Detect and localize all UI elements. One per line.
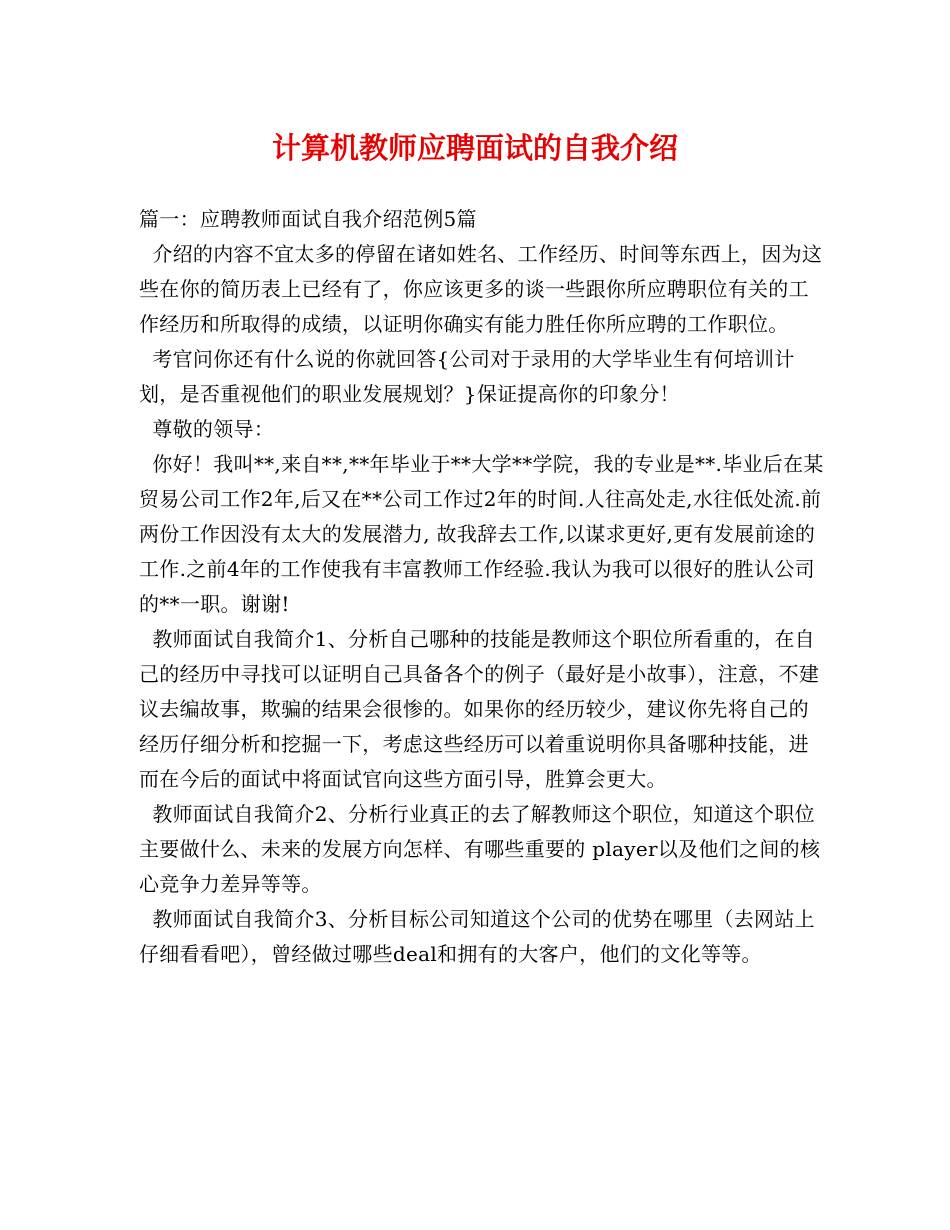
paragraph: 教师面试自我简介3、分析目标公司知道这个公司的优势在哪里（去网站上仔细看看吧），曾经做过哪些deal和拥有的大客户，他们的文化等等。 — [139, 907, 815, 966]
paragraph: 考官问你还有什么说的你就回答{公司对于录用的大学毕业生有何培训计划，是否重视他们的职业发展规划？}保证提高你的印象分！ — [139, 347, 795, 406]
document-title: 计算机教师应聘面试的自我介绍 — [271, 131, 678, 165]
paragraph: 介绍的内容不宜太多的停留在诸如姓名、工作经历、时间等东西上，因为这些在你的简历表上已经有了，你应该更多的谈一些跟你所应聘职位有关的工作经历和所取得的成绩，以证明你确实有能力胜任你所应聘的工作职位。 — [139, 242, 823, 336]
paragraph: 教师面试自我简介2、分析行业真正的去了解教师这个职位，知道这个职位主要做什么、未来的发展方向怎样、有哪些重要的 player以及他们之间的核心竞争力差异等等。 — [139, 802, 821, 896]
salutation: 尊敬的领导： — [139, 417, 275, 441]
document-body — [139, 202, 829, 972]
paragraph: 教师面试自我简介1、分析自己哪种的技能是教师这个职位所看重的，在自己的经历中寻找可以证明自己具备各个的例子（最好是小故事），注意，不建议去编故事，欺骗的结果会很惨的。如果你的经历较少，建议你先将自己的经历仔细分析和挖掘一下，考虑这些经历可以着重说明你具备哪种技能，进而在今后的面试中将面试官向这些方面引导，胜算会更大。 — [139, 627, 820, 791]
paragraph: 你好！我叫**,来自**,**年毕业于**大学**学院，我的专业是**.毕业后在某贸易公司工作2年,后又在**公司工作过2年的时间.人往高处走,水往低处流.前两份工作因没有太大的发展潜力, 故我辞去工作,以谋求更好,更有发展前途的工作.之前4年的工作使我有丰富教师工作经验.我认为我可以很好的胜认公司的**一职。谢谢! — [139, 452, 824, 616]
section-heading: 篇一：应聘教师面试自我介绍范例5篇 — [139, 207, 477, 231]
